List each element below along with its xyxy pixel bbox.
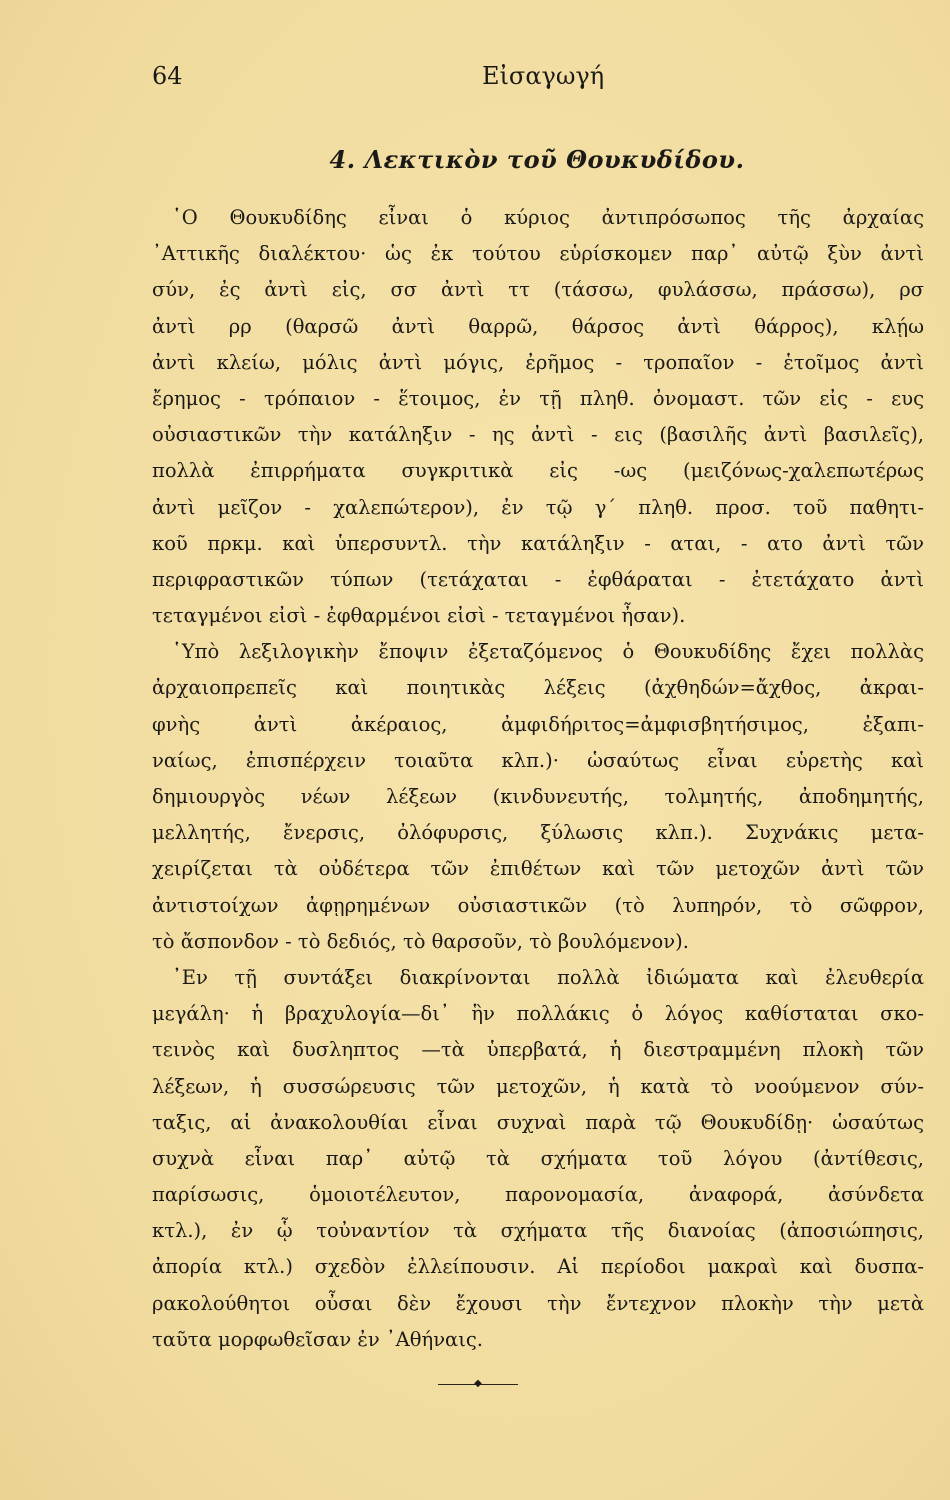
- text-line: τεινὸς καὶ δυσληπτος —τὰ ὑπερβατά, ἡ διεστραμμένη πλοκὴ τῶν: [152, 1038, 924, 1062]
- divider-ornament: ◆: [474, 1378, 482, 1389]
- text-line: ᾽Εν τῇ συντάξει διακρίνονται πολλὰ ἰδιώματα καὶ ἐλευθερία: [172, 965, 924, 989]
- text-line: ρακολούθητοι οὖσαι δὲν ἔχουσι τὴν ἔντεχνον πλοκὴν τὴν μετὰ: [152, 1291, 924, 1315]
- text-line: ἀρχαιοπρεπεῖς καὶ ποιητικὰς λέξεις (ἀχθηδών=ἄχθος, ἀκραι-: [152, 676, 924, 700]
- text-line: πολλὰ ἐπιρρήματα συγκριτικὰ εἰς -ως (μειζόνως-χαλεπωτέρως: [152, 459, 924, 483]
- text-line: χειρίζεται τὰ οὐδέτερα τῶν ἐπιθέτων καὶ τῶν μετοχῶν ἀντὶ τῶν: [152, 857, 924, 881]
- text-line: λέξεων, ἡ συσσώρευσις τῶν μετοχῶν, ἡ κατὰ τὸ νοούμενον σύν-: [152, 1074, 924, 1098]
- text-line: φνὴς ἀντὶ ἀκέραιος, ἀμφιδήριτος=ἀμφισβητήσιμος, ἐξαπι-: [152, 712, 924, 736]
- text-line: συχνὰ εἶναι παρ᾽ αὐτῷ τὰ σχήματα τοῦ λόγου (ἀντίθεσις,: [152, 1146, 924, 1170]
- page-header: [152, 62, 892, 102]
- text-line: κτλ.), ἐν ᾧ τοὐναντίον τὰ σχήματα τῆς διανοίας (ἀποσιώπησις,: [152, 1219, 924, 1243]
- text-line: ῾Ο Θουκυδίδης εἶναι ὁ κύριος ἀντιπρόσωπος τῆς ἀρχαίας: [172, 206, 924, 229]
- text-line: παρίσωσις, ὁμοιοτέλευτον, παρονομασία, ἀναφορά, ἀσύνδετα: [152, 1183, 924, 1207]
- text-line: περιφραστικῶν τύπων (τετάχαται - ἐφθάραται - ἐτετάχατο ἀντὶ: [152, 567, 924, 591]
- text-line: οὐσιαστικῶν τὴν κατάληξιν - ης ἀντὶ - εις (βασιλῆς ἀντὶ βασιλεῖς),: [152, 423, 924, 447]
- body-text: [152, 200, 924, 1358]
- text-line: ταξις, αἱ ἀνακολουθίαι εἶναι συχναὶ παρὰ τῷ Θουκυδίδῃ· ὡσαύτως: [152, 1110, 924, 1134]
- page-number: 64: [152, 62, 183, 90]
- text-line: ναίως, ἐπισπέρχειν τοιαῦτα κλπ.)· ὡσαύτως εἶναι εὑρετὴς καὶ: [152, 748, 924, 772]
- running-head: Εἰσαγωγή: [482, 62, 605, 90]
- text-line: ἀντιστοίχων ἀφῃρημένων οὐσιαστικῶν (τὸ λυπηρόν, τὸ σῶφρον,: [152, 893, 924, 917]
- text-line: κοῦ πρκμ. καὶ ὑπερσυντλ. τὴν κατάληξιν - αται, - ατο ἀντὶ τῶν: [152, 531, 924, 555]
- text-line: ἀντὶ ρρ (θαρσῶ ἀντὶ θαρρῶ, θάρσος ἀντὶ θάρρος), κλῄω: [152, 314, 924, 338]
- text-line: τεταγμένοι εἰσὶ - ἐφθαρμένοι εἰσὶ - τεταγμένοι ἦσαν).: [152, 604, 686, 628]
- text-line: ἔρημος - τρόπαιον - ἕτοιμος, ἐν τῇ πληθ. ὀνομαστ. τῶν εἰς - ευς: [152, 386, 924, 410]
- text-line: μελλητής, ἔνερσις, ὀλόφυρσις, ξύλωσις κλπ.). Συχνάκις μετα-: [152, 821, 924, 845]
- text-line: ᾽Αττικῆς διαλέκτου· ὡς ἐκ τούτου εὑρίσκομεν παρ᾽ αὐτῷ ξὺν ἀντὶ: [152, 242, 924, 266]
- section-title: 4. Λεκτικὸν τοῦ Θουκυδίδου.: [329, 145, 745, 174]
- text-line: ἀντὶ μεῖζον - χαλεπώτερον), ἐν τῷ γ΄ πληθ. προσ. τοῦ παθητι-: [152, 495, 924, 519]
- text-line: τὸ ἄσπονδον - τὸ δεδιός, τὸ θαρσοῦν, τὸ βουλόμενον).: [152, 929, 689, 953]
- text-line: ῾Υπὸ λεξιλογικὴν ἔποψιν ἐξεταζόμενος ὁ Θουκυδίδης ἔχει πολλὰς: [172, 640, 924, 664]
- text-line: δημιουργὸς νέων λέξεων (κινδυνευτής, τολμητής, ἀποδημητής,: [152, 785, 924, 808]
- text-line: ταῦτα μορφωθεῖσαν ἐν ᾽Αθήναις.: [152, 1327, 483, 1351]
- text-line: μεγάλη· ἡ βραχυλογία—δι᾽ ἣν πολλάκις ὁ λόγος καθίσταται σκο-: [152, 1002, 924, 1026]
- text-line: ἀπορία κτλ.) σχεδὸν ἐλλείπουσιν. Αἱ περίοδοι μακραὶ καὶ δυσπα-: [152, 1255, 924, 1279]
- text-line: σύν, ἐς ἀντὶ εἰς, σσ ἀντὶ ττ (τάσσω, φυλάσσω, πράσσω), ρσ: [152, 278, 924, 302]
- text-line: ἀντὶ κλείω, μόλις ἀντὶ μόγις, ἐρῆμος - τροπαῖον - ἑτοῖμος ἀντὶ: [152, 350, 924, 374]
